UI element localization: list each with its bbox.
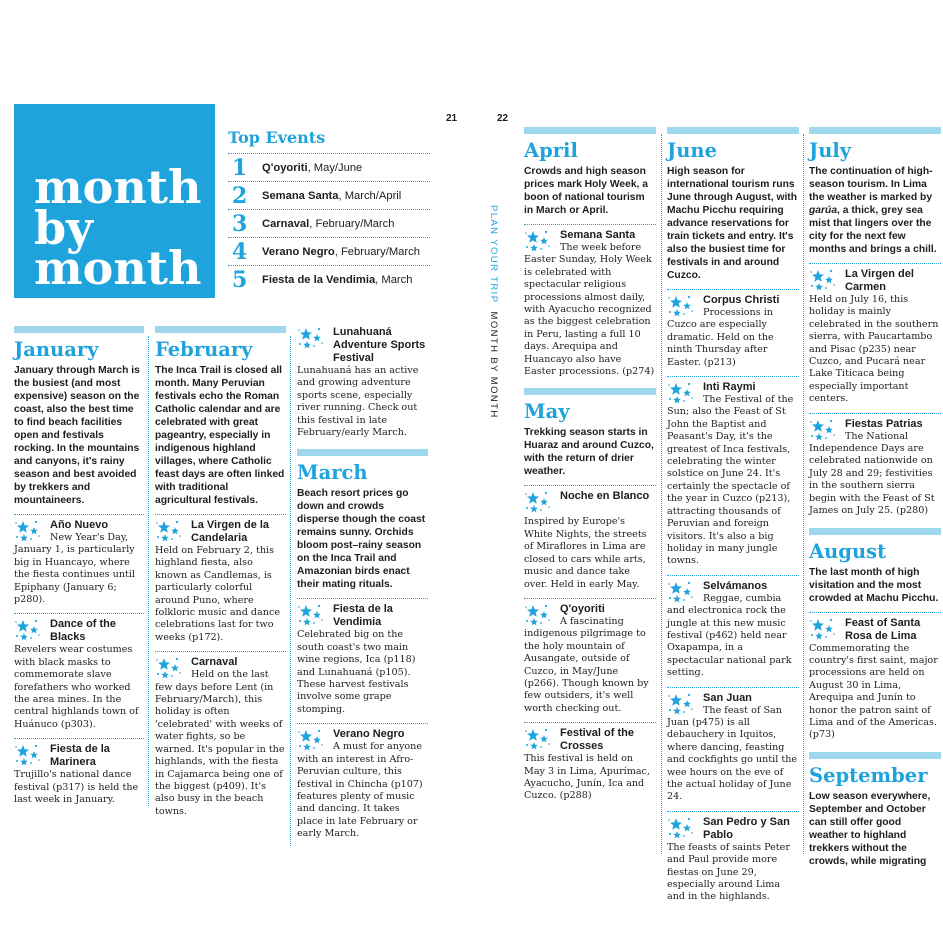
festival-star-icon: [524, 727, 552, 753]
top-event-number: 2: [232, 182, 248, 209]
column-february: [155, 326, 286, 818]
festival-star-icon: [14, 743, 42, 769]
event-entry: [667, 687, 799, 804]
top-event-text: Verano Negro, February/March: [262, 245, 420, 258]
month-heading: June: [667, 139, 717, 162]
column-bar: [524, 127, 656, 134]
title-line-1: month: [34, 160, 202, 214]
event-name: Carnaval: [191, 656, 238, 669]
month-heading: September: [809, 763, 928, 787]
event-name: Corpus Christi: [703, 294, 780, 306]
event-entry: [524, 485, 656, 590]
top-event-number: 5: [232, 266, 248, 293]
event-description: The National Independence Days are celebrated nationwide on July 28 and 29; festivities in the southern sierra begin with the Feast of St James on July 25. (p280): [809, 430, 935, 517]
festival-star-icon: [524, 229, 552, 255]
event-description: Inspired by Europe's White Nights, the streets of Miraflores in Lima are closed to cars while arts, music and dance take over. Held in early May.: [524, 516, 647, 590]
event-entry: [524, 598, 656, 715]
column-bar: [809, 528, 941, 535]
event-description: Processions in Cuzco are especially dramatic. Held on the ninth Thursday after Easter. (p213): [667, 307, 774, 368]
event-description: The feast of San Juan (p475) is all debauchery in Iquitos, where dancing, feasting and cockfights go until the wee hours on the eve of the actual holiday of June 24.: [667, 704, 798, 803]
top-event-text: Carnaval, February/March: [262, 217, 395, 230]
event-name: Inti Raymi: [703, 381, 756, 394]
event-entry: [667, 575, 799, 680]
festival-star-icon: [14, 519, 42, 545]
column-bar: [155, 326, 286, 333]
event-entry: [155, 514, 286, 644]
column-bar: [809, 127, 941, 134]
top-event-number: 3: [232, 210, 248, 237]
event-name: Fiesta de la Vendimia: [333, 603, 393, 629]
event-description: Held on July 16, this holiday is mainly celebrated in the southern sierra, with Paucartambo and Pisac (p235) near Cuzco, and Pucará near Lake Titicaca being especially important centers.: [809, 294, 939, 405]
event-entry: [667, 289, 799, 369]
event-description: Trujillo's national dance festival (p317) is held the last week in January.: [14, 769, 139, 806]
festival-star-icon: [524, 490, 552, 516]
column-divider: [148, 336, 149, 806]
top-event-text: Fiesta de la Vendimia, March: [262, 273, 413, 286]
event-name: Noche en Blanco: [560, 490, 650, 503]
month-heading: August: [809, 539, 887, 563]
page-number-left: 21: [446, 113, 458, 124]
event-description: The Festival of the Sun; also the Feast of St John the Baptist and Peasant's Day, it's the greatest of Inca festivals, celebrating the winter solstice on June 24. It's certainly the spectacle of the year in Cuzco (p213), attracting thousands of Peruvian and foreign visitors. It's also a big holiday in many jungle towns.: [667, 394, 794, 567]
festival-star-icon: [297, 326, 325, 352]
festival-star-icon: [667, 692, 695, 718]
event-entry: [809, 413, 941, 518]
event-entry: [809, 263, 941, 406]
event-entry: [14, 738, 144, 806]
month-intro: The continuation of high-season tourism. In Lima the weather is marked by garúa, a thick, grey sea mist that lingers over the city for the next few months and brings a chill.: [809, 166, 937, 255]
festival-star-icon: [809, 418, 837, 444]
title-line-3: month: [34, 241, 202, 295]
sidebar-section-label: PLAN YOUR TRIP MONTH BY MONTH: [488, 205, 499, 419]
event-entry: [297, 723, 428, 840]
month-heading: February: [155, 338, 253, 361]
top-event-text: Semana Santa, March/April: [262, 189, 402, 202]
festival-star-icon: [155, 656, 183, 682]
event-name: Verano Negro: [333, 728, 405, 741]
event-name: Selvámanos: [703, 579, 768, 592]
event-name: Dance of the Blacks: [50, 618, 117, 644]
month-intro: Crowds and high season prices mark Holy Week, a boon of national tourism in March or April.: [524, 166, 649, 216]
month-heading: January: [14, 338, 99, 361]
festival-star-icon: [297, 728, 325, 754]
festival-star-icon: [667, 580, 695, 606]
column-bar: [809, 752, 941, 759]
event-description: Held on February 2, this highland fiesta, also known as Candlemas, is particularly colorful around Puno, where folkloric music and dance celebrations last for two weeks (p172).: [155, 545, 280, 643]
event-description: Reggae, cumbia and electronica rock the jungle at this new music festival (p462) held near Oxapampa, in a spectacular national park setting.: [667, 592, 792, 679]
column-april-may: [524, 127, 656, 803]
event-description: A must for anyone with an interest in Afro-Peruvian culture, this festival in Chincha (p107) features plenty of music and dancing. It takes place in late February or early March.: [297, 741, 423, 840]
event-name: Fiesta de la Marinera: [50, 743, 110, 769]
event-name: Año Nuevo: [50, 519, 109, 531]
top-event-item: [228, 209, 430, 237]
event-entry: [524, 722, 656, 803]
festival-star-icon: [155, 519, 183, 545]
column-divider: [290, 336, 291, 846]
event-entry: [297, 322, 428, 439]
event-description: The feasts of saints Peter and Paul provide more fiestas on June 29, especially around Lima and in the highlands.: [667, 841, 790, 903]
event-description: A fascinating indigenous pilgrimage to the holy mountain of Ausangate, outside of Cuzco, in May/June (p266). Though known by few outsiders, it's well worth checking out.: [524, 615, 649, 714]
month-heading: April: [524, 139, 578, 162]
column-bar: [297, 449, 428, 456]
event-name: Feast of Santa Rosa de Lima: [845, 616, 921, 642]
column-january: [14, 326, 144, 807]
top-events-box: [228, 128, 430, 293]
event-name: La Virgen de la Candelaria: [191, 519, 270, 544]
festival-star-icon: [809, 268, 837, 294]
column-june: [667, 127, 799, 904]
top-event-item: [228, 265, 430, 293]
month-intro: The last month of high visitation and the most crowded at Machu Picchu.: [809, 566, 939, 604]
column-divider: [661, 134, 662, 854]
month-intro: January through March is the busiest (and most expensive) season on the coast, also the best time to find beach facilities open and festivals rocking. In the mountains and canyons, it's rainy season and best avoided by trekkers and mountaineers.: [14, 365, 140, 506]
top-event-item: [228, 237, 430, 265]
month-intro: The Inca Trail is closed all month. Many Peruvian festivals echo the Roman Catholic calendar and are celebrated with great pageantry, especially in indigenous highland villages, where Catholic feast days are often linked with traditional agricultural festivals.: [155, 365, 285, 506]
column-july-september: [809, 127, 941, 868]
column-bar: [524, 388, 656, 395]
festival-star-icon: [14, 618, 42, 644]
column-divider: [803, 134, 804, 854]
top-event-text: Q'oyoriti, May/June: [262, 161, 363, 174]
month-intro: High season for international tourism runs June through August, with Machu Picchu requiring advance reservations for train tickets and entry. It's also the busiest time for festivals in and around Cuzco.: [667, 166, 798, 281]
festival-star-icon: [297, 603, 325, 629]
event-description: New Year's Day, January 1, is particularly big in Huancayo, where the fiesta continues until Epiphany (January 6; p280).: [14, 532, 135, 606]
top-event-number: 1: [232, 154, 248, 181]
event-entry: [14, 613, 144, 731]
event-name: San Pedro y San Pablo: [703, 815, 790, 841]
page-number-right: 22: [497, 113, 509, 124]
event-entry: [667, 811, 799, 904]
festival-star-icon: [667, 381, 695, 407]
top-event-item: [228, 181, 430, 209]
event-description: Commemorating the country's first saint, major processions are held on August 30 in Lima, Arequipa and Junín to honor the patron saint of Lima and of the Americas. (p73): [809, 642, 938, 741]
festival-star-icon: [809, 617, 837, 643]
month-intro: Low season everywhere, September and October can still offer good weather to highland trekkers without the crowds, while migrating: [809, 790, 931, 867]
festival-star-icon: [524, 603, 552, 629]
month-heading: May: [524, 400, 570, 424]
event-entry: [524, 224, 656, 378]
event-name: Semana Santa: [560, 229, 636, 241]
event-name: Lunahuaná Adventure Sports Festival: [333, 326, 426, 364]
month-heading: March: [297, 461, 368, 485]
event-name: Q'oyoriti: [560, 602, 605, 615]
month-intro: Beach resort prices go down and crowds disperse though the coast remains sunny. Orchids bloom post–rainy season on the Inca Trail and Amazonian birds enact their mating rituals.: [297, 488, 426, 591]
event-name: Festival of the Crosses: [560, 727, 634, 753]
column-bar: [14, 326, 144, 333]
top-event-item: [228, 153, 430, 181]
event-entry: [809, 612, 941, 742]
event-name: Fiestas Patrias: [845, 417, 923, 430]
event-description: The week before Easter Sunday, Holy Week is celebrated with spectacular religious processions almost daily, with Ayacucho recognized as the biggest celebration in Peru, lasting a full 10 days. Arequipa and Huancayo also have Easter processions. (p274): [524, 242, 655, 378]
festival-star-icon: [667, 816, 695, 842]
column-bar: [667, 127, 799, 134]
event-name: La Virgen del Carmen: [845, 268, 914, 293]
event-description: Celebrated big on the south coast's two main wine regions, Ica (p118) and Lunahuaná (p105). These harvest festivals involve some grape stomping.: [297, 629, 416, 715]
event-entry: [14, 514, 144, 606]
festival-star-icon: [667, 294, 695, 320]
event-entry: [155, 651, 286, 818]
event-name: San Juan: [703, 691, 752, 704]
month-heading: July: [809, 139, 852, 162]
event-description: Held on the last few days before Lent (in February/March), this holiday is often 'celebrated' with weeks of water fights, so be warned. It's popular in the highlands, with the fiesta in Cajamarca being one of the biggest (p409). It's also busy in the beach towns.: [155, 669, 285, 817]
column-march: [297, 322, 428, 841]
title-line-2: by: [34, 201, 93, 255]
event-entry: [297, 598, 428, 716]
event-description: Lunahuaná has an active and growing adventure sports scene, especially river running. Check out this festival in late February/early March.: [297, 365, 419, 439]
event-entry: [667, 376, 799, 568]
top-event-number: 4: [232, 238, 248, 265]
event-description: This festival is held on May 3 in Lima, Apurímac, Ayacucho, Junín, Ica and Cuzco. (p288): [524, 753, 650, 802]
title-block: [14, 104, 215, 298]
top-events-heading: Top Events: [228, 128, 326, 147]
event-description: Revelers wear costumes with black masks to commemorate slave forefathers who worked the area mines. In the central highlands town of Huánuco (p303).: [14, 644, 139, 730]
month-intro: Trekking season starts in Huaraz and around Cuzco, with the return of drier weather.: [524, 427, 654, 478]
